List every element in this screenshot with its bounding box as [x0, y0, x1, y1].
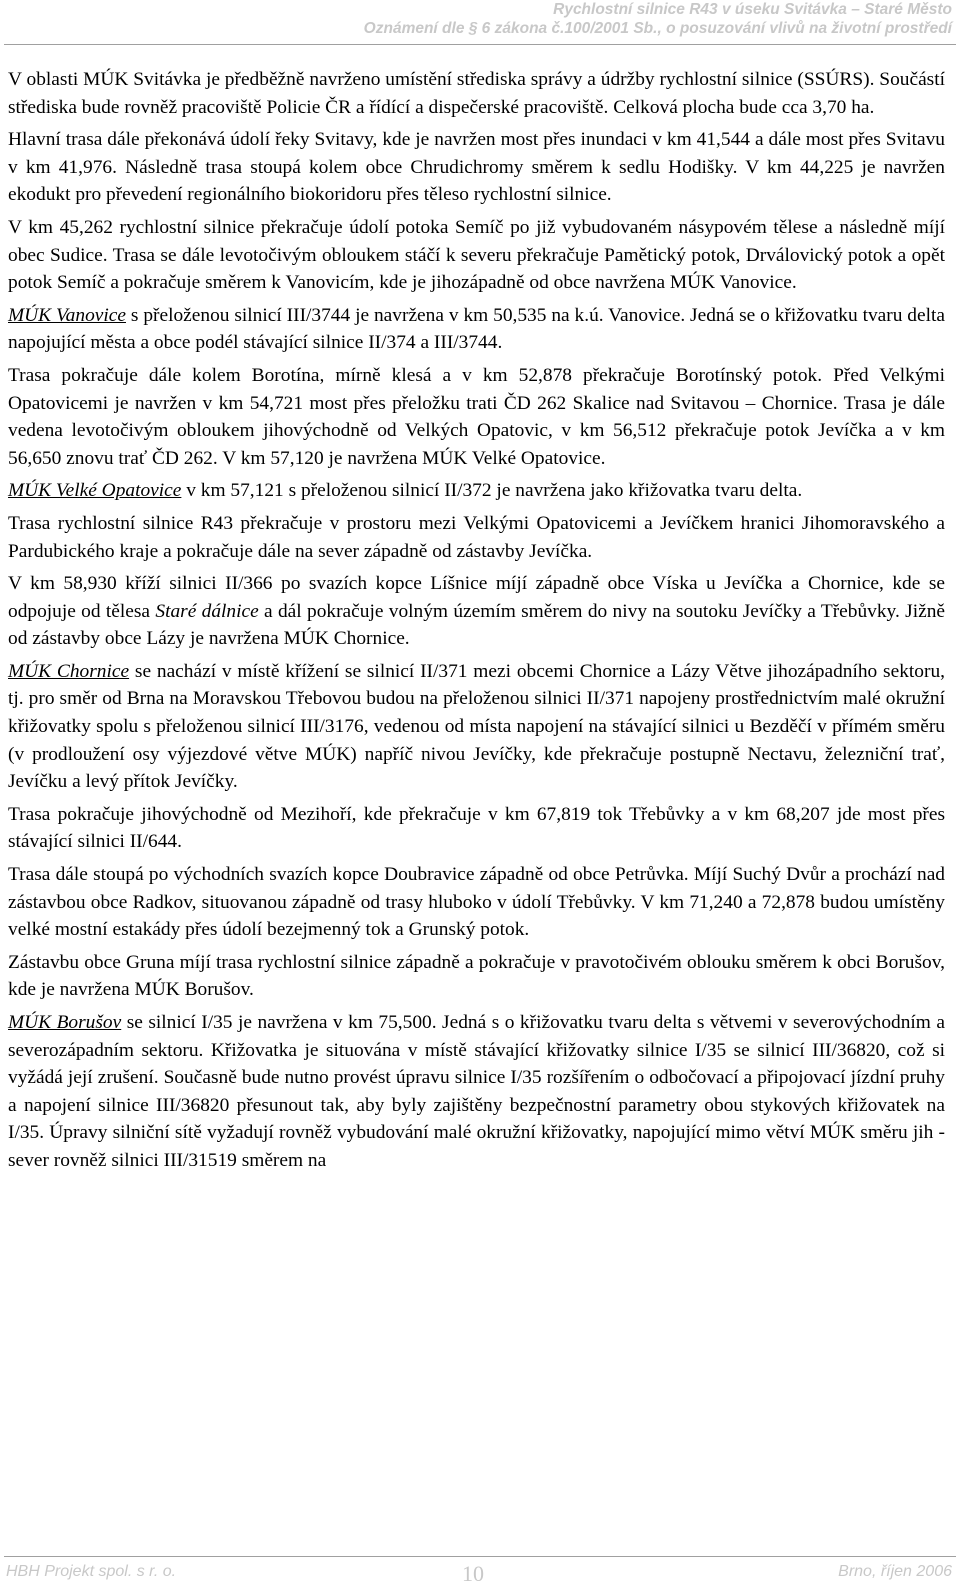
paragraph-mezihori [8, 801, 945, 856]
paragraph-muk-borusov [8, 1009, 945, 1175]
paragraph-lisnice [8, 570, 945, 653]
junction-name: MÚK Borušov [8, 1012, 122, 1033]
junction-name: MÚK Chornice [8, 660, 130, 682]
page-number: 10 [462, 1561, 484, 1586]
junction-name: MÚK Velké Opatovice [8, 480, 182, 502]
paragraph-text: Trasa pokračuje jihovýchodně od Mezihoří, kde překračuje v km 67,819 tok Třebůvky a v km 68,207 jde most přes stávající silnici II/644. [8, 803, 945, 853]
paragraph-text-tail: a dál pokračuje volným územím směrem do nivy na soutoku Jevíčky a Třebůvky. Jižně od zástavby obce Lázy je navržena MÚK Chornice. [8, 600, 945, 650]
paragraph-semic-sudice [8, 214, 945, 297]
paragraph-doubravice [8, 861, 945, 944]
paragraph-regional-border [8, 510, 945, 565]
paragraph-text: v km 57,121 s přeloženou silnicí II/372 je navržena jako křižovatka tvaru delta. [181, 480, 803, 502]
header-project-title: Rychlostní silnice R43 v úseku Svitávka – Staré Město [553, 1, 952, 18]
italic-term: Staré dálnice [155, 600, 259, 622]
footer-divider [4, 1556, 956, 1557]
document-body [8, 66, 945, 1180]
paragraph-text: Trasa dále stoupá po východních svazích kopce Doubravice západně od obce Petrůvka. Míjí Suchý Dvůr a prochází nad zástavbou obce Radkov, situovanou západně od trasy hluboko v údolí Třebůvky. V km 71,240 a 72,878 budou umístěny velké mostní estakády přes údolí bezejmenný tok a Grunský potok. [8, 864, 945, 941]
paragraph-text: s přeloženou silnicí III/3744 je navržena v km 50,535 na k.ú. Vanovice. Jedná se o křižovatku tvaru delta napojující města a obce podél stávající silnice II/374 a III/3744. [8, 304, 945, 354]
paragraph-text: V oblasti MÚK Svitávka je předběžně navrženo umístění střediska správy a údržby rychlostní silnice (SSÚRS). Součástí střediska bude rovněž pracoviště Policie ČR a řídící a dispečerské pracoviště. Celková plocha bude cca 3,70 ha. [8, 69, 945, 118]
paragraph-muk-velke-opatovice [8, 477, 945, 505]
paragraph-gruna [8, 949, 945, 1004]
junction-name: MÚK Vanovice [8, 304, 126, 326]
paragraph-text: Trasa rychlostní silnice R43 překračuje v prostoru mezi Velkými Opatovicemi a Jevíčkem hranici Jihomoravského a Pardubického kraje a pokračuje dále na sever západně od zástavby Jevíčka. [8, 512, 945, 562]
footer-company: HBH Projekt spol. s r. o. [6, 1563, 177, 1580]
paragraph-text: se nachází v místě křížení se silnicí II/371 mezi obcemi Chornice a Lázy Větve jihozápadního sektoru, tj. pro směr od Brna na Moravskou Třebovou budou na přeloženou silnici II/371 napojeny prostřednictvím malé okružní křižovatky spolu s přeloženou silnicí III/3176, vedenou od místa napojení na stávající silnici u Bezděčí v přímém směru (v prodloužení osy výjezdové větve MÚK) napříč nivou Jevíčky, kde překračuje postupně Nectavu, železniční trať, Jevíčku a levý přítok Jevíčky. [8, 660, 945, 793]
paragraph-text: se silnicí I/35 je navržena v km 75,500. Jedná s o křižovatku tvaru delta s větvemi v severovýchodním a severozápadním sektoru. Křižovatka je situována v místě stávající křižovatky silnice I/35 se silnicí III/36820, což si vyžádá její zrušení. Současně bude nutno provést úpravu silnice I/35 rozšířením o odbočovací a připojovací jízdní pruhy a napojení silnice III/36820 přesunout tak, aby byly zajištěny bezpečnostní parametry obou stykových křižovatek na I/35. Úpravy silniční sítě vyžadují rovněž vybudování malé okružní křižovatky, napojující mimo větví MÚK směru jih - sever rovněž silnici III/31519 směrem na [8, 1012, 945, 1171]
header-divider [4, 44, 956, 45]
paragraph-text: Zástavbu obce Gruna míjí trasa rychlostní silnice západně a pokračuje v pravotočivém oblouku směrem k obci Borušov, kde je navržena MÚK Borušov. [8, 951, 945, 1001]
paragraph-text: Trasa pokračuje dále kolem Borotína, mírně klesá a v km 52,878 překračuje Borotínský potok. Před Velkými Opatovicemi je navržen v km 54,721 most přes přeložku trati ČD 262 Skalice nad Svitavou – Chornice. Trasa je dále vedena levotočivým obloukem jihovýchodně od Velkých Opatovic, v km 56,512 překračuje potok Jevíčka a v km 56,650 znovu trať ČD 262. V km 57,120 je navržena MÚK Velké Opatovice. [8, 364, 945, 469]
page-footer [6, 1561, 952, 1585]
paragraph-ssurs [8, 66, 945, 121]
paragraph-text: V km 58,930 kříží silnici II/366 po svazích kopce Líšnice míjí západně obce Víska u Jevíčka a Chornice, kde se odpojuje od tělesa [8, 573, 945, 622]
paragraph-muk-chornice [8, 658, 945, 796]
page-header [0, 0, 952, 39]
footer-place-date: Brno, říjen 2006 [838, 1563, 952, 1580]
paragraph-muk-vanovice [8, 302, 945, 357]
paragraph-svitava-valley [8, 126, 945, 209]
header-document-subtitle: Oznámení dle § 6 zákona č.100/2001 Sb., o posuzování vlivů na životní prostředí [363, 20, 952, 37]
paragraph-borotin [8, 362, 945, 472]
paragraph-text: V km 45,262 rychlostní silnice překračuje údolí potoka Semíč po již vybudovaném násypovém tělese a následně míjí obec Sudice. Trasa se dále levotočivým obloukem stáčí k severu překračuje Pamětický potok, Drválovický potok a opět potok Semíč a pokračuje směrem k Vanovicím, kde je jihozápadně od obce navržena MÚK Vanovice. [8, 216, 945, 294]
paragraph-text: Hlavní trasa dále překonává údolí řeky Svitavy, kde je navržen most přes inundaci v km 41,544 a dále most přes Svitavu v km 41,976. Následně trasa stoupá kolem obce Chrudichromy směrem k sedlu Hodišky. V km 44,225 je navržen ekodukt pro převedení regionálního biokoridoru přes těleso rychlostní silnice. [8, 129, 945, 206]
